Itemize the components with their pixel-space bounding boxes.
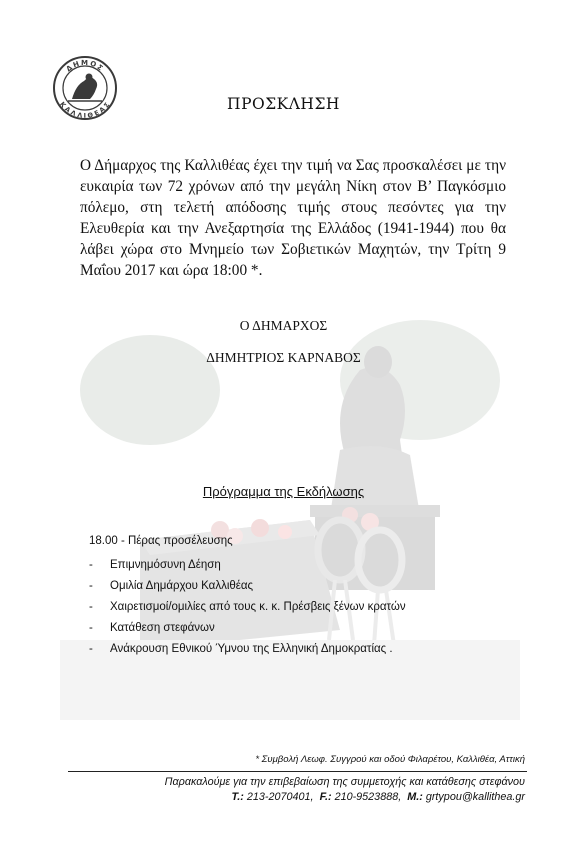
- contact-line: [232, 791, 525, 803]
- program-item-label: Ανάκρουση Εθνικού Ύμνου της Ελληνική Δημοκρατίας .: [110, 643, 393, 655]
- program-item-label: Ομιλία Δημάρχου Καλλιθέας: [110, 580, 254, 592]
- mail-label: Μ.:: [407, 791, 423, 803]
- phone-label: Τ.:: [231, 791, 244, 803]
- bullet-dash: -: [89, 601, 93, 613]
- program-list: [89, 557, 406, 662]
- signature-name: ΔΗΜΗΤΡΙΟΣ ΚΑΡΝΑΒΟΣ: [206, 350, 361, 365]
- bullet-dash: -: [89, 643, 93, 655]
- list-item: [89, 599, 406, 620]
- fax-number: 210-9523888,: [334, 791, 402, 803]
- bullet-dash: -: [89, 622, 93, 634]
- invitation-text: Ο Δήμαρχος της Καλλιθέας έχει την τιμή να Σας προσκαλέσει με την ευκαιρία των 72 χρόνων από την μεγάλη Νίκη στον Β’ Παγκόσμιο πόλεμο, στη τελετή απόδοσης τιμής στους πεσόντες για την Ελευθερία και την Ανεξαρτησία της Ελλάδος (1941-1944) που θα λάβει χώρα στο Μνημείο των Σοβιετικών Μαχητών, την Τρίτη 9 Μαΐου 2017 και ώρα 18:00 *.: [80, 157, 506, 279]
- program-item-label: Χαιρετισμοί/ομιλίες από τους κ. κ. Πρέσβεις ξένων κρατών: [110, 601, 406, 613]
- document-title: ΠΡΟΣΚΛΗΣΗ: [227, 95, 340, 113]
- logo-text-bottom: ΚΑΛΛΙΘΕΑΣ: [58, 100, 112, 120]
- program-arrival-time: 18.00 - Πέρας προσέλευσης: [89, 535, 233, 547]
- email-link[interactable]: grtypou@kallithea.gr: [425, 791, 525, 803]
- program-item-label: Κατάθεση στεφάνων: [110, 622, 215, 634]
- list-item: [89, 641, 406, 662]
- program-title: Πρόγραμμα της Εκδήλωσης: [202, 484, 365, 499]
- list-item: [89, 578, 406, 599]
- rsvp-notice: Παρακαλούμε για την επιβεβαίωση της συμμετοχής και κατάθεσης στεφάνου: [164, 776, 525, 788]
- venue-footnote: * Συμβολή Λεωφ. Συγγρού και οδού Φιλαρέτου, Καλλιθέα, Αττική: [255, 754, 525, 765]
- fax-label: F.:: [319, 791, 332, 803]
- phone-number: 213-2070401,: [246, 791, 314, 803]
- bullet-dash: -: [89, 559, 93, 571]
- list-item: [89, 620, 406, 641]
- footer-divider: [68, 771, 527, 772]
- logo-text-top: ΔΗΜΟΣ: [64, 58, 106, 74]
- signature-role: Ο ΔΗΜΑΡΧΟΣ: [239, 318, 328, 333]
- bullet-dash: -: [89, 580, 93, 592]
- list-item: [89, 557, 406, 578]
- program-item-label: Επιμνημόσυνη Δέηση: [110, 559, 221, 571]
